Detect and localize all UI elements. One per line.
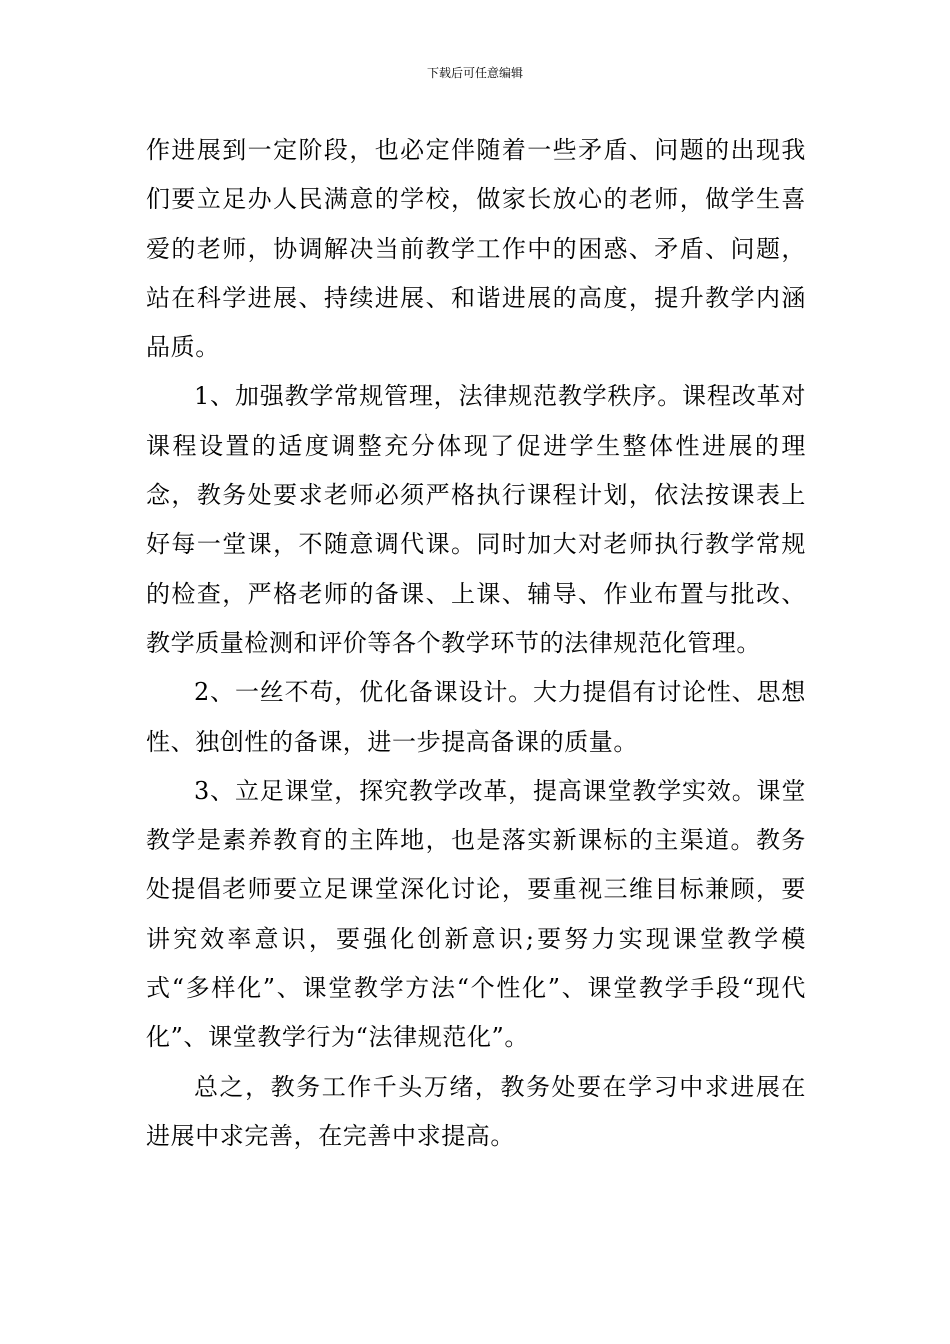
paragraph-5: 总之，教务工作千头万绪，教务处要在学习中求进展在进展中求完善，在完善中求提高。 [146,1072,806,1150]
paragraph-1: 作进展到一定阶段，也必定伴随着一些矛盾、问题的出现我们要立足办人民满意的学校，做家长放心的老师，做学生喜爱的老师，协调解决当前教学工作中的困惑、矛盾、问题，站在科学进展、持续进展、和谐进展的高度，提升教学内涵品质。 [146,136,806,362]
paragraph-3: 2、一丝不苟，优化备课设计。大力提倡有讨论性、思想性、独创性的备课，进一步提高备课的质量。 [146,678,806,756]
page-header: 下载后可任意编辑 [426,66,523,80]
paragraph-2: 1、加强教学常规管理，法律规范教学秩序。课程改革对课程设置的适度调整充分体现了促进学生整体性进展的理念，教务处要求老师必须严格执行课程计划，依法按课表上好每一堂课，不随意调代课。同时加大对老师执行教学常规的检查，严格老师的备课、上课、辅导、作业布置与批改、教学质量检测和评价等各个教学环节的法律规范化管理。 [146,382,806,657]
document-body [146,126,806,1161]
paragraph-4: 3、立足课堂，探究教学改革，提高课堂教学实效。课堂教学是素养教育的主阵地，也是落实新课标的主渠道。教务处提倡老师要立足课堂深化讨论，要重视三维目标兼顾，要讲究效率意识，要强化创新意识;要努力实现课堂教学模式“多样化”、课堂教学方法“个性化”、课堂教学手段“现代化”、课堂教学行为“法律规范化”。 [146,776,806,1052]
